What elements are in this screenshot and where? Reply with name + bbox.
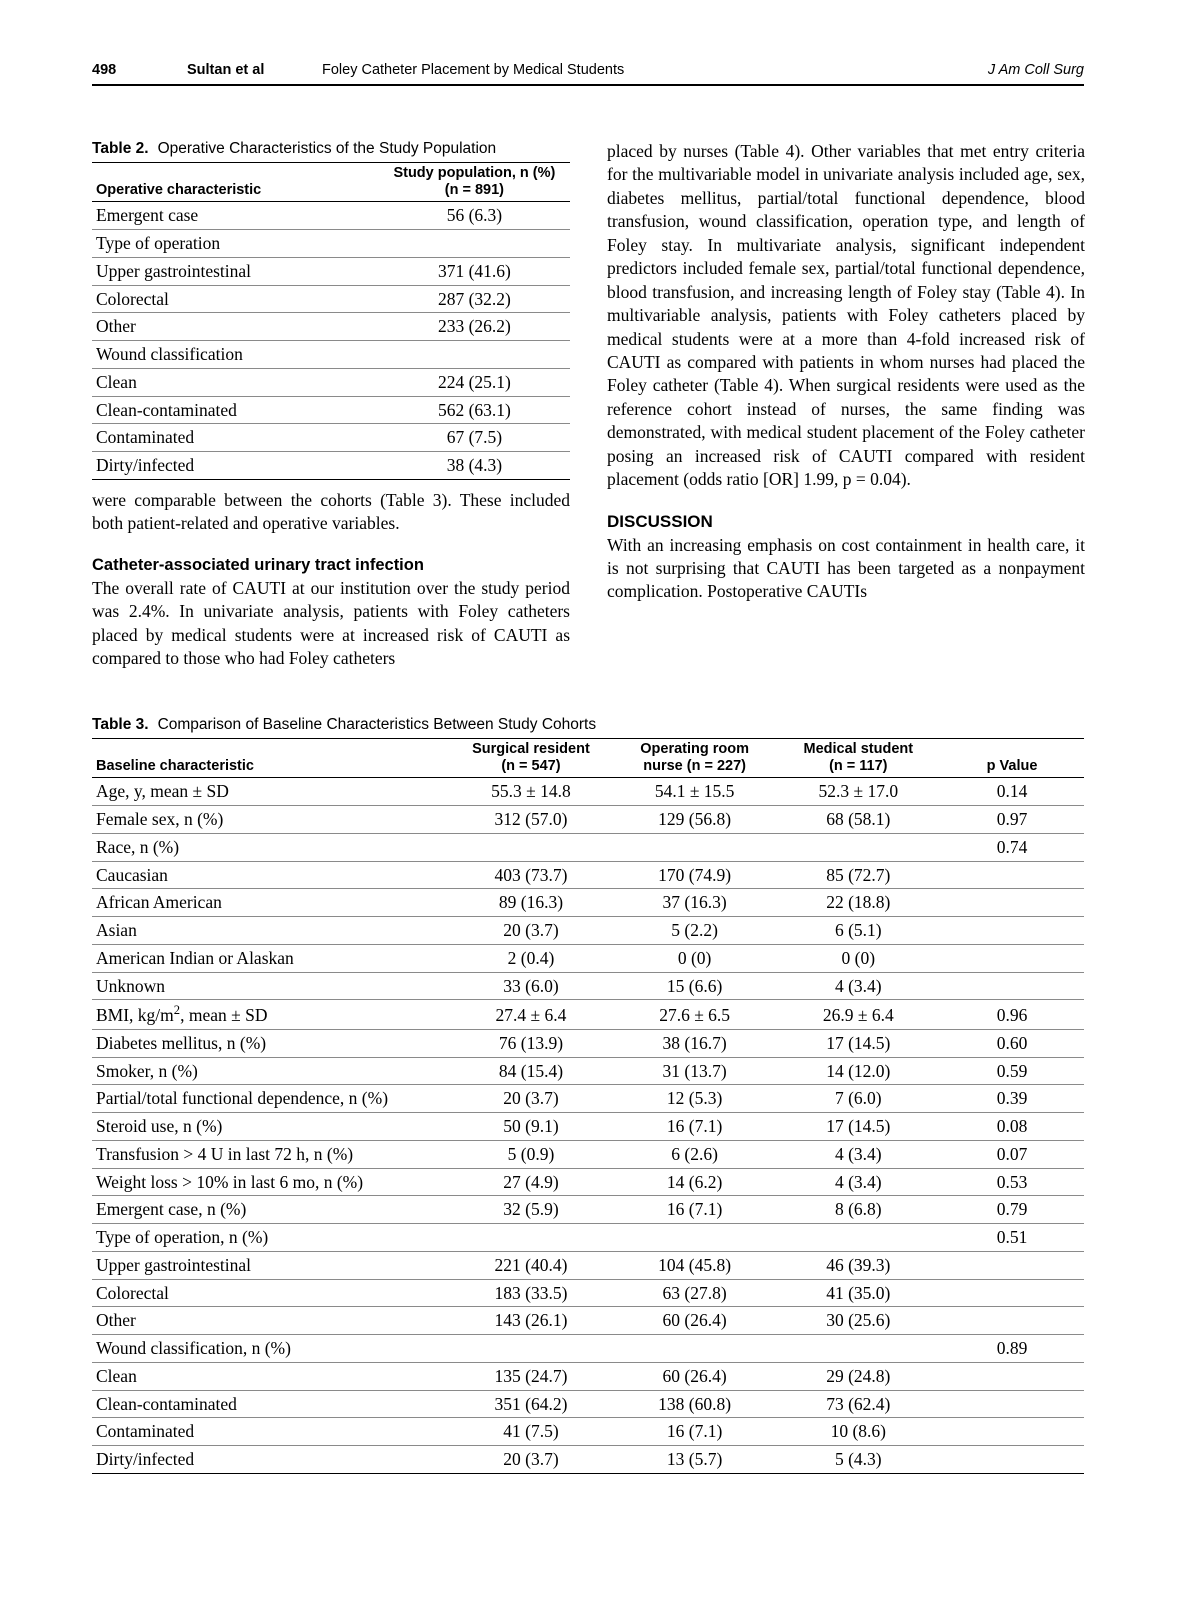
table-3-row-resident: 32 (5.9) [449, 1196, 613, 1224]
table-row [92, 1000, 1084, 1030]
table-2-row-label: Clean [92, 368, 379, 396]
table-2-header-characteristic: Operative characteristic [92, 163, 379, 202]
table-3-header-resident-line2: (n = 547) [501, 757, 561, 774]
table-3-row-pvalue: 0.07 [940, 1140, 1084, 1168]
table-row [92, 861, 1084, 889]
table-row [92, 1168, 1084, 1196]
table-3-row-resident: 50 (9.1) [449, 1113, 613, 1141]
table-2-caption [92, 140, 570, 158]
table-3-row-nurse: 16 (7.1) [613, 1418, 777, 1446]
table-3-row-pvalue: 0.60 [940, 1029, 1084, 1057]
table-3-row-nurse: 16 (7.1) [613, 1196, 777, 1224]
table-3-row-label: Upper gastrointestinal [92, 1251, 449, 1279]
table-3-row-resident: 84 (15.4) [449, 1057, 613, 1085]
table-3-row-label: Dirty/infected [92, 1446, 449, 1474]
table-3-row-student: 4 (3.4) [776, 1168, 940, 1196]
table-3-header-characteristic: Baseline characteristic [92, 739, 449, 778]
table-3-row-student [776, 1335, 940, 1363]
table-3-row-resident: 183 (33.5) [449, 1279, 613, 1307]
table-3-row-pvalue: 0.39 [940, 1085, 1084, 1113]
table-3-row-label: Steroid use, n (%) [92, 1113, 449, 1141]
table-3-row-student: 52.3 ± 17.0 [776, 778, 940, 806]
table-3-row-resident: 89 (16.3) [449, 889, 613, 917]
table-row [92, 1279, 1084, 1307]
table-3-row-label: Unknown [92, 972, 449, 1000]
table-3-row-student: 41 (35.0) [776, 1279, 940, 1307]
table-3-row-pvalue: 0.59 [940, 1057, 1084, 1085]
table-row [92, 368, 570, 396]
table-3-row-nurse: 170 (74.9) [613, 861, 777, 889]
table-row [92, 1251, 1084, 1279]
table-row [92, 1335, 1084, 1363]
table-3-row-student: 14 (12.0) [776, 1057, 940, 1085]
table-row [92, 230, 570, 258]
table-3-row-pvalue: 0.53 [940, 1168, 1084, 1196]
table-3-row-student: 17 (14.5) [776, 1029, 940, 1057]
table-2-row-value [379, 341, 570, 369]
table-3-row-nurse: 13 (5.7) [613, 1446, 777, 1474]
table-3-row-student: 30 (25.6) [776, 1307, 940, 1335]
table-3-row-label: Age, y, mean ± SD [92, 778, 449, 806]
table-2-header-population [379, 163, 570, 202]
right-paragraph-2: With an increasing emphasis on cost containment in health care, it is not surprising that CAUTI has been targeted as a nonpayment complication. Postoperative CAUTIs [607, 534, 1085, 602]
table-2-row-label: Wound classification [92, 341, 379, 369]
table-3-row-student: 5 (4.3) [776, 1446, 940, 1474]
table-row [92, 285, 570, 313]
table-3-row-resident: 76 (13.9) [449, 1029, 613, 1057]
table-row [92, 396, 570, 424]
table-row [92, 1224, 1084, 1252]
page-number: 498 [92, 62, 117, 78]
table-3-row-pvalue [940, 944, 1084, 972]
table-3-row-nurse: 15 (6.6) [613, 972, 777, 1000]
table-row [92, 972, 1084, 1000]
table-2-row-label: Contaminated [92, 424, 379, 452]
table-2-block [92, 140, 570, 480]
table-row [92, 889, 1084, 917]
table-3-row-pvalue [940, 1307, 1084, 1335]
table-3-header-student [776, 739, 940, 778]
table-3-body [92, 778, 1084, 1474]
table-3-row-student: 85 (72.7) [776, 861, 940, 889]
table-3-row-label: Female sex, n (%) [92, 806, 449, 834]
table-3-row-resident: 55.3 ± 14.8 [449, 778, 613, 806]
table-row [92, 806, 1084, 834]
table-3-row-nurse: 37 (16.3) [613, 889, 777, 917]
table-3-row-resident: 403 (73.7) [449, 861, 613, 889]
table-3-row-label: African American [92, 889, 449, 917]
table-3-row-pvalue [940, 917, 1084, 945]
table-row [92, 1029, 1084, 1057]
table-row [92, 1418, 1084, 1446]
table-3-row-nurse: 5 (2.2) [613, 917, 777, 945]
table-3-title: Comparison of Baseline Characteristics Between Study Cohorts [157, 716, 597, 733]
table-3-row-label: Clean [92, 1362, 449, 1390]
table-3-row-resident [449, 833, 613, 861]
table-3-row-student [776, 1224, 940, 1252]
running-head [92, 62, 1084, 78]
table-3-header-nurse-line2: nurse (n = 227) [643, 757, 746, 774]
table-3-row-nurse: 104 (45.8) [613, 1251, 777, 1279]
table-3-row-resident: 20 (3.7) [449, 1085, 613, 1113]
table-3-row-label: Clean-contaminated [92, 1390, 449, 1418]
table-3-row-pvalue: 0.89 [940, 1335, 1084, 1363]
table-row [92, 1113, 1084, 1141]
table-3 [92, 738, 1084, 1474]
table-2-row-value: 38 (4.3) [379, 452, 570, 480]
table-3-row-resident: 221 (40.4) [449, 1251, 613, 1279]
table-3-row-label: Weight loss > 10% in last 6 mo, n (%) [92, 1168, 449, 1196]
table-3-row-label: Colorectal [92, 1279, 449, 1307]
heading-cauti: Catheter-associated urinary tract infection [92, 555, 424, 574]
running-head-authors: Sultan et al [187, 62, 265, 78]
heading-discussion: DISCUSSION [607, 511, 713, 531]
table-3-row-resident: 351 (64.2) [449, 1390, 613, 1418]
table-3-row-student: 0 (0) [776, 944, 940, 972]
table-3-row-pvalue [940, 1390, 1084, 1418]
table-row [92, 202, 570, 230]
superscript: 2 [173, 1003, 181, 1018]
table-3-row-pvalue: 0.79 [940, 1196, 1084, 1224]
table-2-row-label: Clean-contaminated [92, 396, 379, 424]
table-2-header-population-line2: (n = 891) [444, 181, 505, 198]
table-3-row-label: Diabetes mellitus, n (%) [92, 1029, 449, 1057]
table-row [92, 257, 570, 285]
table-row [92, 944, 1084, 972]
table-3-row-label: Partial/total functional dependence, n (%) [92, 1085, 449, 1113]
table-3-row-label: Emergent case, n (%) [92, 1196, 449, 1224]
table-row [92, 1085, 1084, 1113]
table-row [92, 424, 570, 452]
table-3-row-pvalue: 0.96 [940, 1000, 1084, 1030]
table-3-row-pvalue [940, 1362, 1084, 1390]
table-row [92, 1057, 1084, 1085]
table-3-row-pvalue: 0.14 [940, 778, 1084, 806]
table-3-row-nurse: 63 (27.8) [613, 1279, 777, 1307]
table-3-header-student-line2: (n = 117) [829, 757, 888, 774]
table-3-row-resident: 5 (0.9) [449, 1140, 613, 1168]
table-3-header-resident [449, 739, 613, 778]
table-3-row-pvalue [940, 972, 1084, 1000]
table-3-row-label: Smoker, n (%) [92, 1057, 449, 1085]
table-3-row-pvalue [940, 889, 1084, 917]
table-3-row-resident: 2 (0.4) [449, 944, 613, 972]
table-3-row-student [776, 833, 940, 861]
table-3-row-pvalue [940, 1279, 1084, 1307]
table-3-row-resident [449, 1224, 613, 1252]
table-row [92, 917, 1084, 945]
right-column-text [607, 140, 1085, 604]
table-3-row-resident: 135 (24.7) [449, 1362, 613, 1390]
table-row [92, 1196, 1084, 1224]
table-3-row-student: 29 (24.8) [776, 1362, 940, 1390]
table-3-row-resident: 143 (26.1) [449, 1307, 613, 1335]
running-head-article-title: Foley Catheter Placement by Medical Students [322, 62, 625, 78]
running-head-rule [92, 84, 1084, 86]
table-2-row-value: 371 (41.6) [379, 257, 570, 285]
table-3-row-label: Race, n (%) [92, 833, 449, 861]
table-3-row-label: Type of operation, n (%) [92, 1224, 449, 1252]
table-2-row-value: 233 (26.2) [379, 313, 570, 341]
table-3-row-nurse: 12 (5.3) [613, 1085, 777, 1113]
table-3-row-pvalue [940, 1418, 1084, 1446]
table-3-row-nurse: 27.6 ± 6.5 [613, 1000, 777, 1030]
table-2 [92, 162, 570, 480]
table-3-row-label: Transfusion > 4 U in last 72 h, n (%) [92, 1140, 449, 1168]
table-3-header-nurse-line1: Operating room [640, 741, 750, 757]
table-row [92, 1140, 1084, 1168]
table-3-row-nurse: 16 (7.1) [613, 1113, 777, 1141]
table-3-row-label: Caucasian [92, 861, 449, 889]
table-2-row-label: Colorectal [92, 285, 379, 313]
table-row [92, 452, 570, 480]
table-3-row-student: 68 (58.1) [776, 806, 940, 834]
table-3-row-student: 46 (39.3) [776, 1251, 940, 1279]
table-3-row-label: BMI, $kg/m^2$, mean ± SD [92, 1000, 449, 1030]
table-3-row-pvalue [940, 1446, 1084, 1474]
table-3-row-nurse [613, 1224, 777, 1252]
table-3-row-pvalue: 0.97 [940, 806, 1084, 834]
table-row [92, 1307, 1084, 1335]
table-3-row-pvalue: 0.08 [940, 1113, 1084, 1141]
table-2-label: Table 2. [92, 140, 149, 157]
table-row [92, 778, 1084, 806]
table-3-row-resident [449, 1335, 613, 1363]
table-2-row-label: Type of operation [92, 230, 379, 258]
table-3-header-resident-line1: Surgical resident [472, 741, 590, 757]
right-paragraph-1: placed by nurses (Table 4). Other variables that met entry criteria for the multivariable model in univariate analysis included age, sex, diabetes mellitus, partial/total functional dependence, blood transfusion, wound classification, operation type, and length of Foley stay. In multivariate analysis, significant independent predictors included female sex, partial/total functional dependence, blood transfusion, and increasing length of Foley stay (Table 4). In multivariable analysis, patients with Foley catheters placed by medical students were at a more than 4-fold increased risk of CAUTI as compared with patients in whom nurses had placed the Foley catheter (Table 4). When surgical residents were used as the reference cohort instead of nurses, the same finding was demonstrated, with medical student placement of the Foley catheter posing an increased risk of CAUTI compared with resident placement (odds ratio [OR] 1.99, p = 0.04). [607, 141, 1085, 490]
table-2-row-value: 562 (63.1) [379, 396, 570, 424]
table-3-row-nurse: 38 (16.7) [613, 1029, 777, 1057]
table-3-row-pvalue [940, 1251, 1084, 1279]
table-row [92, 1362, 1084, 1390]
table-3-row-label: American Indian or Alaskan [92, 944, 449, 972]
table-row [92, 313, 570, 341]
table-3-header-student-line1: Medical student [803, 741, 914, 757]
table-2-row-label: Dirty/infected [92, 452, 379, 480]
table-3-row-student: 8 (6.8) [776, 1196, 940, 1224]
table-3-row-pvalue [940, 861, 1084, 889]
table-3-header-nurse [613, 739, 777, 778]
table-3-row-nurse: 138 (60.8) [613, 1390, 777, 1418]
table-3-row-student: 22 (18.8) [776, 889, 940, 917]
table-3-row-student: 4 (3.4) [776, 1140, 940, 1168]
table-2-row-value: 224 (25.1) [379, 368, 570, 396]
table-3-block [92, 716, 1084, 1474]
table-3-row-nurse: 60 (26.4) [613, 1362, 777, 1390]
table-2-row-label: Emergent case [92, 202, 379, 230]
table-3-row-nurse: 31 (13.7) [613, 1057, 777, 1085]
table-3-row-pvalue: 0.74 [940, 833, 1084, 861]
table-2-title: Operative Characteristics of the Study Population [157, 140, 497, 157]
table-row [92, 341, 570, 369]
table-3-row-label: Contaminated [92, 1418, 449, 1446]
table-3-row-resident: 27.4 ± 6.4 [449, 1000, 613, 1030]
table-3-label: Table 3. [92, 716, 149, 733]
table-3-row-pvalue: 0.51 [940, 1224, 1084, 1252]
table-3-row-nurse: 6 (2.6) [613, 1140, 777, 1168]
table-3-row-student: 26.9 ± 6.4 [776, 1000, 940, 1030]
table-3-row-resident: 20 (3.7) [449, 1446, 613, 1474]
table-3-row-nurse: 14 (6.2) [613, 1168, 777, 1196]
table-2-row-label: Upper gastrointestinal [92, 257, 379, 285]
table-3-row-resident: 312 (57.0) [449, 806, 613, 834]
table-3-row-nurse: 129 (56.8) [613, 806, 777, 834]
left-paragraph-2: The overall rate of CAUTI at our institution over the study period was 2.4%. In univariate analysis, patients with Foley catheters placed by medical students were at increased risk of CAUTI as compared to those who had Foley catheters [92, 577, 570, 669]
table-2-header-population-line1: Study population, n (%) [393, 165, 556, 181]
table-3-row-resident: 41 (7.5) [449, 1418, 613, 1446]
table-3-row-nurse: 0 (0) [613, 944, 777, 972]
table-3-row-student: 6 (5.1) [776, 917, 940, 945]
left-column-text [92, 489, 570, 671]
table-2-row-value: 67 (7.5) [379, 424, 570, 452]
table-3-row-student: 4 (3.4) [776, 972, 940, 1000]
table-3-row-nurse: 54.1 ± 15.5 [613, 778, 777, 806]
table-3-row-label: Asian [92, 917, 449, 945]
table-2-body [92, 202, 570, 480]
table-3-row-label: Other [92, 1307, 449, 1335]
table-3-row-nurse [613, 1335, 777, 1363]
table-3-row-student: 73 (62.4) [776, 1390, 940, 1418]
table-3-row-label: Wound classification, n (%) [92, 1335, 449, 1363]
table-3-caption [92, 716, 1084, 734]
table-2-row-value: 56 (6.3) [379, 202, 570, 230]
running-head-journal: J Am Coll Surg [987, 62, 1084, 78]
left-paragraph-1: were comparable between the cohorts (Table 3). These included both patient-related and operative variables. [92, 490, 570, 534]
table-3-row-resident: 20 (3.7) [449, 917, 613, 945]
table-3-row-student: 17 (14.5) [776, 1113, 940, 1141]
table-2-row-label: Other [92, 313, 379, 341]
table-row [92, 1446, 1084, 1474]
table-3-row-student: 7 (6.0) [776, 1085, 940, 1113]
table-3-header-pvalue: p Value [940, 739, 1084, 778]
table-row [92, 833, 1084, 861]
table-row [92, 1390, 1084, 1418]
table-2-row-value: 287 (32.2) [379, 285, 570, 313]
table-3-row-student: 10 (8.6) [776, 1418, 940, 1446]
table-2-row-value [379, 230, 570, 258]
table-3-row-nurse: 60 (26.4) [613, 1307, 777, 1335]
table-3-row-nurse [613, 833, 777, 861]
table-3-row-resident: 33 (6.0) [449, 972, 613, 1000]
table-3-row-resident: 27 (4.9) [449, 1168, 613, 1196]
